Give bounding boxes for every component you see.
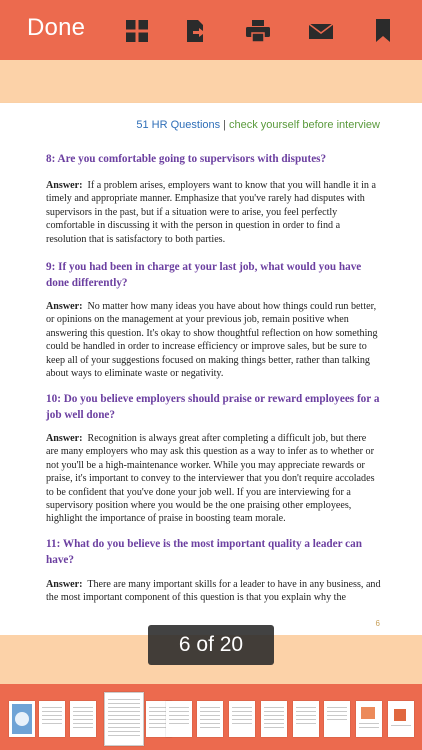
answer-label: Answer: [46, 180, 83, 191]
cover-emblem [15, 712, 29, 726]
header-subtitle: check yourself before interview [228, 119, 380, 131]
question-10: 10: Do you believe employers should praise or reward employees for a job well done? [46, 393, 380, 421]
question-11: 11: What do you believe is the most important quality a leader can have? [46, 538, 362, 566]
thumbnail-page[interactable] [39, 701, 65, 737]
bookmark-icon[interactable] [370, 18, 396, 44]
export-icon[interactable] [183, 18, 209, 44]
thumbnail-graphic [361, 707, 375, 719]
thumbnail-page[interactable] [166, 701, 192, 737]
answer-label: Answer: [46, 301, 83, 312]
done-button[interactable]: Done [27, 14, 86, 41]
answer-8 [46, 179, 381, 246]
toolbar [0, 0, 422, 60]
thumbnail-page[interactable] [229, 701, 255, 737]
answer-11 [46, 578, 381, 605]
answer-text: No matter how many ideas you have about how things could run better, or opinions on the management at your previous job, remain positive when answering this question. It's okay to show thoughtful reflection on how something could be handled in order to increase efficiency or improve sales, but be sure to keep all of your suggestions focused on making things better, rather than talking about ways to eliminate waste or negativity. [46, 301, 378, 380]
thumbnail-page-selected[interactable] [104, 692, 144, 746]
grid-icon[interactable] [124, 18, 150, 44]
thumbnail-graphic [394, 709, 406, 721]
thumbnail-page[interactable] [324, 701, 350, 737]
cover-image [12, 704, 32, 734]
document-page[interactable] [0, 103, 422, 635]
thumbnail-page[interactable] [197, 701, 223, 737]
answer-text: If a problem arises, employers want to know that you will handle it in a timely and appropriate manner. Emphasize that you've rarely had disputes with supervisors in the past, but if a situation were to arise, you feel perfectly comfortable in discussing it with the person in question in order to find a resolution that is satisfactory to both parties. [46, 180, 376, 245]
page-counter: 6 of 20 [148, 625, 274, 665]
header-separator: | [223, 119, 226, 131]
answer-10 [46, 432, 381, 526]
question-8: 8: Are you comfortable going to supervisors with disputes? [46, 153, 327, 165]
answer-label: Answer: [46, 579, 83, 590]
mail-icon[interactable] [308, 18, 334, 44]
answer-text: There are many important skills for a leader to have in any business, and the most important component of this question is that you explain why the [46, 579, 381, 604]
thumbnail-page[interactable] [70, 701, 96, 737]
thumbnail-page[interactable] [356, 701, 382, 737]
answer-9 [46, 300, 381, 380]
thumbnail-strip[interactable] [0, 684, 422, 750]
thumbnail-cover[interactable] [9, 701, 35, 737]
page-header [136, 119, 380, 131]
page-number: 6 [375, 619, 380, 628]
top-margin-band [0, 60, 422, 102]
thumbnail-page[interactable] [293, 701, 319, 737]
question-9: 9: If you had been in charge at your last job, what would you have done differently? [46, 261, 362, 289]
header-title: 51 HR Questions [136, 119, 221, 131]
answer-label: Answer: [46, 433, 83, 444]
answer-text: Recognition is always great after completing a difficult job, but there are many employers who may ask this question as a way to infer as to whether or not you'll be a high-maintenance worker. While you may appreciate rewards or praise, it's important to convey to the interviewer that you don't require accolades to be confident that you've done your job well. If you are interviewing for a supervisory position where you would be the one praising other employees, highlight the importance of praise in boosting team morale. [46, 433, 375, 525]
print-icon[interactable] [245, 18, 271, 44]
thumbnail-page[interactable] [388, 701, 414, 737]
thumbnail-page[interactable] [261, 701, 287, 737]
